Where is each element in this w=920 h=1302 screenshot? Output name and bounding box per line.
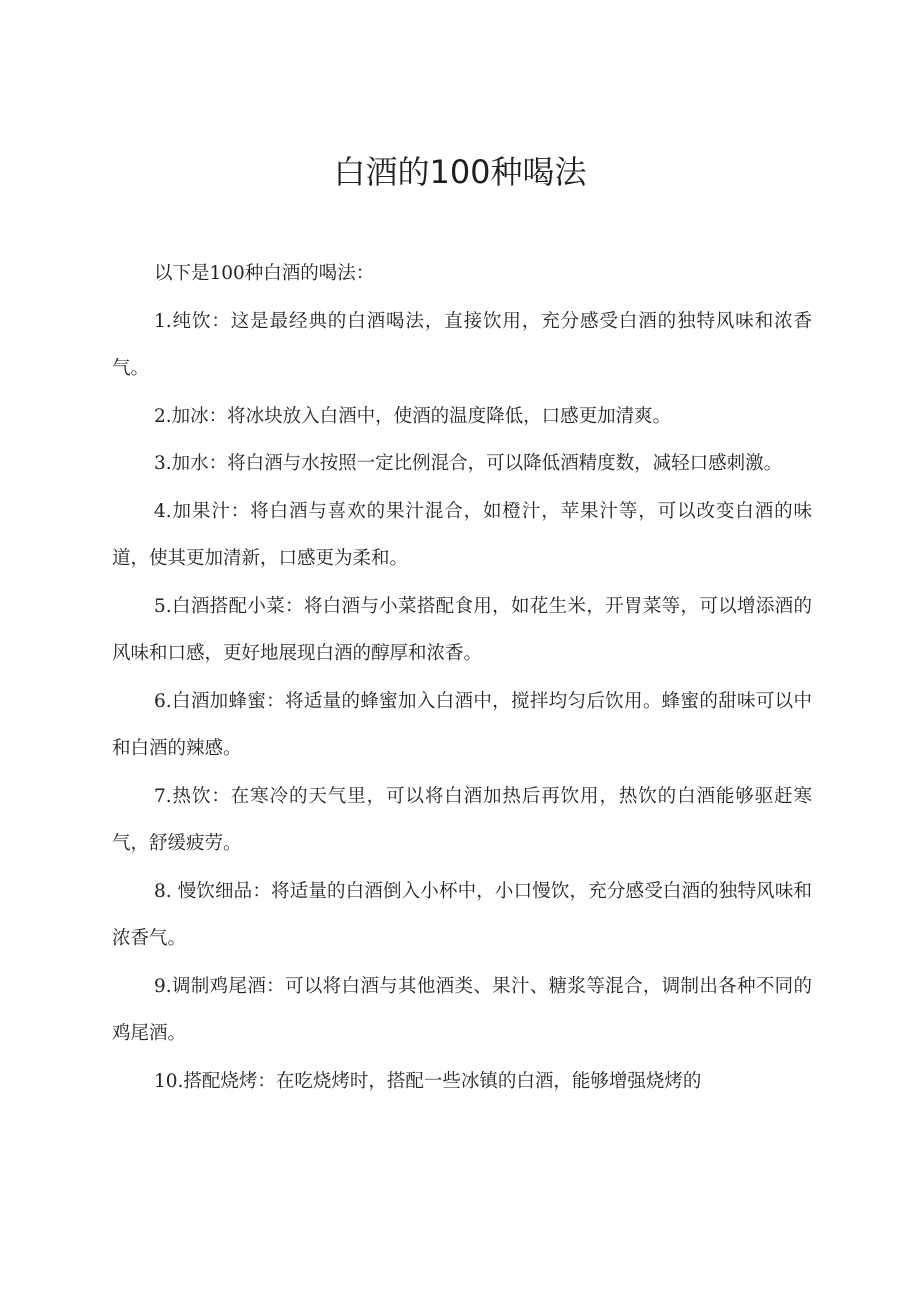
list-item: 2.加冰：将冰块放入白酒中，使酒的温度降低，口感更加清爽。 xyxy=(154,405,672,427)
document-title: 白酒的100种喝法 xyxy=(333,153,587,191)
list-item: 3.加水：将白酒与水按照一定比例混合，可以降低酒精度数，减轻口感刺激。 xyxy=(154,453,783,474)
list-item: 9.调制鸡尾酒：可以将白酒与其他酒类、果汁、糖浆等混合，调制出各种不同的鸡尾酒。 xyxy=(112,975,812,1044)
list-item: 4.加果汁：将白酒与喜欢的果汁混合，如橙汁，苹果汁等，可以改变白酒的味道，使其更加清新，口感更为柔和。 xyxy=(112,500,812,569)
list-item: 1.纯饮：这是最经典的白酒喝法，直接饮用，充分感受白酒的独特风味和浓香气。 xyxy=(112,310,812,379)
list-item: 6.白酒加蜂蜜：将适量的蜂蜜加入白酒中，搅拌均匀后饮用。蜂蜜的甜味可以中和白酒的辣感。 xyxy=(112,690,812,759)
list-item: 5.白酒搭配小菜：将白酒与小菜搭配食用，如花生米，开胃菜等，可以增添酒的风味和口感，更好地展现白酒的醇厚和浓香。 xyxy=(112,595,812,664)
intro-paragraph: 以下是100种白酒的喝法： xyxy=(154,263,375,284)
list-item: 8. 慢饮细品：将适量的白酒倒入小杯中，小口慢饮，充分感受白酒的独特风味和浓香气。 xyxy=(112,880,812,949)
document-body xyxy=(112,250,812,1105)
list-item: 7.热饮：在寒冷的天气里，可以将白酒加热后再饮用，热饮的白酒能够驱赶寒气，舒缓疲劳。 xyxy=(112,785,812,854)
list-item: 10.搭配烧烤：在吃烧烤时，搭配一些冰镇的白酒，能够增强烧烤的 xyxy=(154,1070,702,1092)
